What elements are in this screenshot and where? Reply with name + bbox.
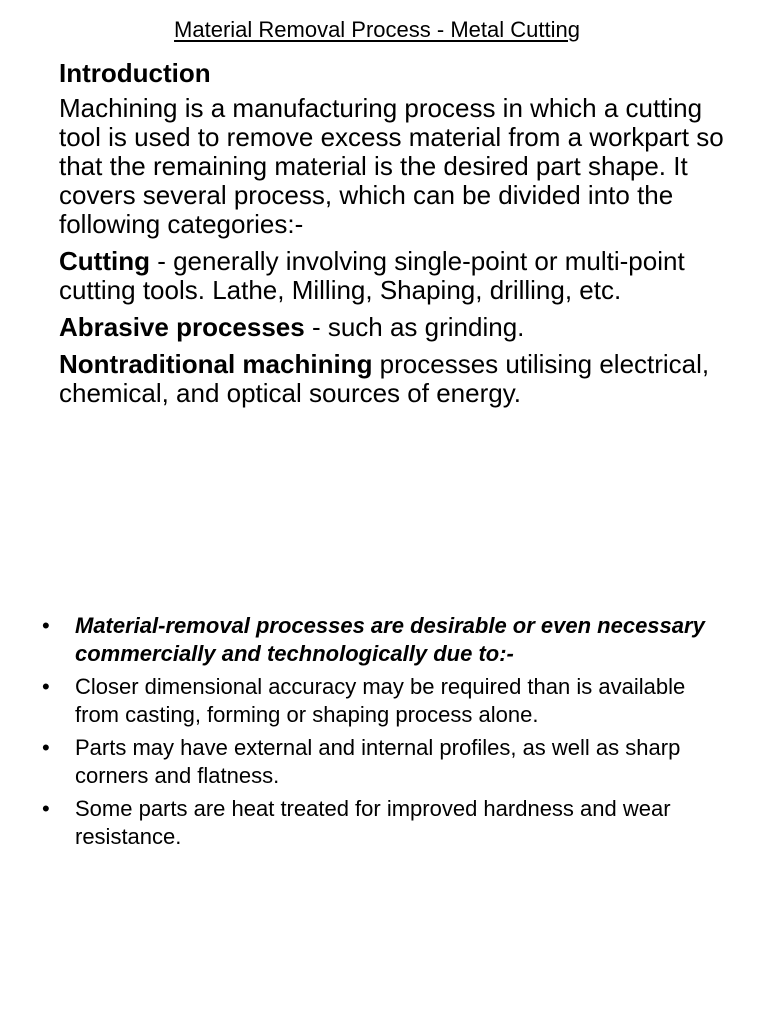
category-description: - generally involving single-point or multi-point cutting tools. Lathe, Milling, Shaping, drilling, etc. [59, 246, 685, 305]
page-title: Material Removal Process - Metal Cutting [174, 17, 580, 42]
category-term: Abrasive processes [59, 312, 305, 342]
list-item [42, 795, 732, 850]
list-item [42, 612, 732, 667]
reasons-bullet-list [42, 612, 732, 856]
list-item [42, 673, 732, 728]
category-description: processes utilising electrical, chemical, and optical sources of energy. [59, 349, 710, 408]
list-item-text: Closer dimensional accuracy may be required than is available from casting, forming or shaping process alone. [75, 674, 686, 727]
category-nontraditional [59, 350, 739, 408]
bullet-icon: • [42, 796, 50, 821]
bullet-icon: • [42, 735, 50, 760]
list-item-text: Material-removal processes are desirable or even necessary commercially and technologically due to:- [75, 613, 705, 666]
introduction-heading: Introduction [59, 58, 211, 88]
bullet-icon: • [42, 613, 50, 638]
introduction-paragraph: Machining is a manufacturing process in which a cutting tool is used to remove excess material from a workpart so that the remaining material is the desired part shape. It covers several process, which can be divided into the following categories:- [59, 93, 724, 239]
bullet-icon: • [42, 674, 50, 699]
category-term: Cutting [59, 246, 150, 276]
category-description: - such as grinding. [304, 312, 525, 342]
list-item [42, 734, 732, 789]
category-abrasive [59, 313, 739, 342]
list-item-text: Parts may have external and internal profiles, as well as sharp corners and flatness. [75, 735, 681, 788]
category-term: Nontraditional machining [59, 349, 373, 379]
introduction-section [59, 58, 739, 416]
category-cutting [59, 247, 739, 305]
list-item-text: Some parts are heat treated for improved hardness and wear resistance. [75, 796, 671, 849]
